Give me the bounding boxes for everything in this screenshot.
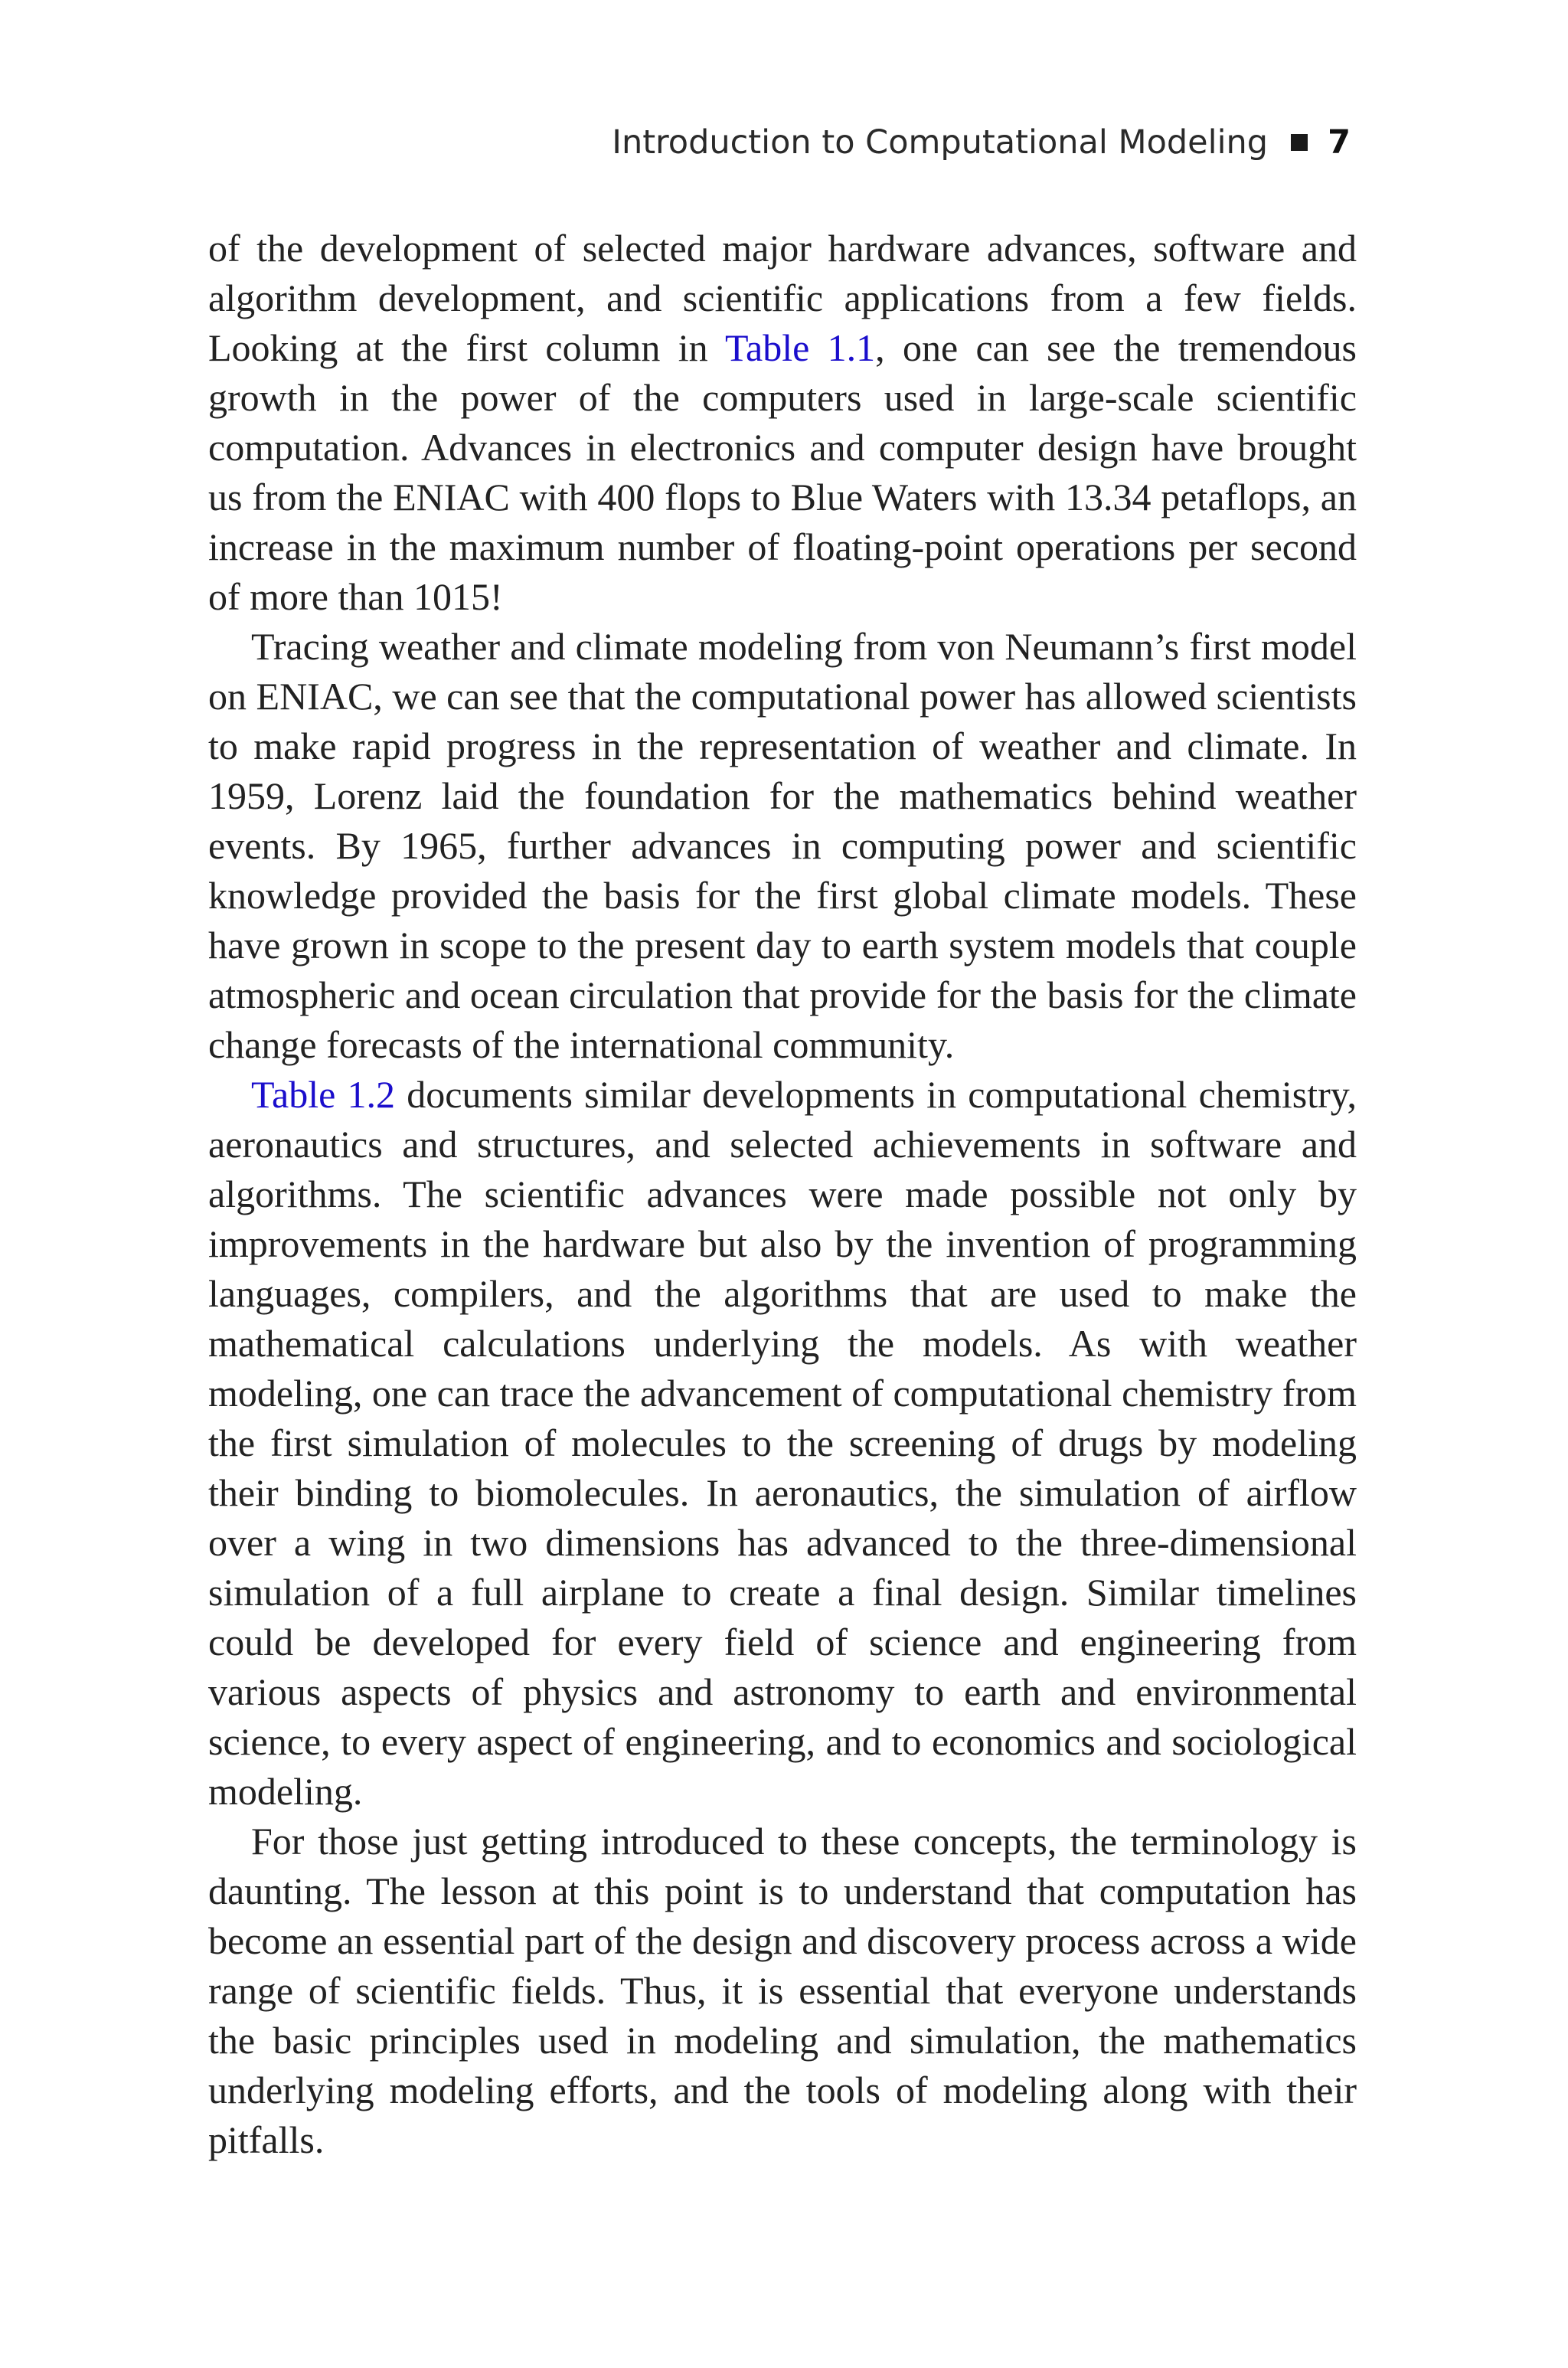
table-1-1-link[interactable]: Table 1.1 [725,326,876,369]
paragraph-1-text-start: of the development of selected major hardware advances, software and algorithm development, and scientific applications from a few fields. Looking at the first column in [208,227,1357,369]
paragraph-1-text-end: , one can see the tremendous growth in the power of the computers used in large-scale scientific computation. Advances in electronics and computer design have brought us from the ENIAC with 400 flops to Blue Waters with 13.34 petaflops, an increase in the maximum number of floating-point operations per second of more than 1015! [208,326,1357,618]
paragraph-4: For those just getting introduced to these concepts, the terminology is daunting. The lesson at this point is to understand that computation has become an essential part of the design and discovery process across a wide range of scientific fields. Thus, it is essential that everyone understands the basic principles used in modeling and simulation, the mathematics underlying modeling efforts, and the tools of modeling along with their pitfalls. [208,1820,1357,2161]
square-bullet-icon [1291,134,1308,151]
running-head-title: Introduction to Computational Modeling [612,123,1269,162]
running-head [612,121,1351,164]
paragraph-3 [208,1070,1357,1817]
paragraph-1 [208,224,1357,622]
paragraph-3-text: documents similar developments in computational chemistry, aeronautics and structures, and selected achievements in software and algorithms. The scientific advances were made possible not only by improvements in the hardware but also by the invention of programming languages, compilers, and the algorithms that are used to make the mathematical calculations underlying the models. As with weather modeling, one can trace the advancement of computational chemistry from the first simulation of molecules to the screening of drugs by modeling their binding to biomolecules. In aeronautics, the simulation of airflow over a wing in two dimensions has advanced to the three-dimensional simulation of a full airplane to create a final design. Similar timelines could be developed for every field of science and engineering from various aspects of physics and astronomy to earth and environmental science, to every aspect of engineering, and to economics and sociological modeling. [208,1073,1357,1813]
paragraph-2: Tracing weather and climate modeling from von Neumann’s first model on ENIAC, we can see that the computational power has allowed scientists to make rapid progress in the representation of weather and climate. In 1959, Lorenz laid the foundation for the mathematics behind weather events. By 1965, further advances in computing power and scientific knowledge provided the basis for the first global climate models. These have grown in scope to the present day to earth system models that couple atmospheric and ocean circulation that provide for the basis for the climate change forecasts of the international community. [208,625,1357,1066]
page-number: 7 [1328,123,1351,162]
body-text [208,224,1357,2165]
table-1-2-link[interactable]: Table 1.2 [251,1073,396,1116]
